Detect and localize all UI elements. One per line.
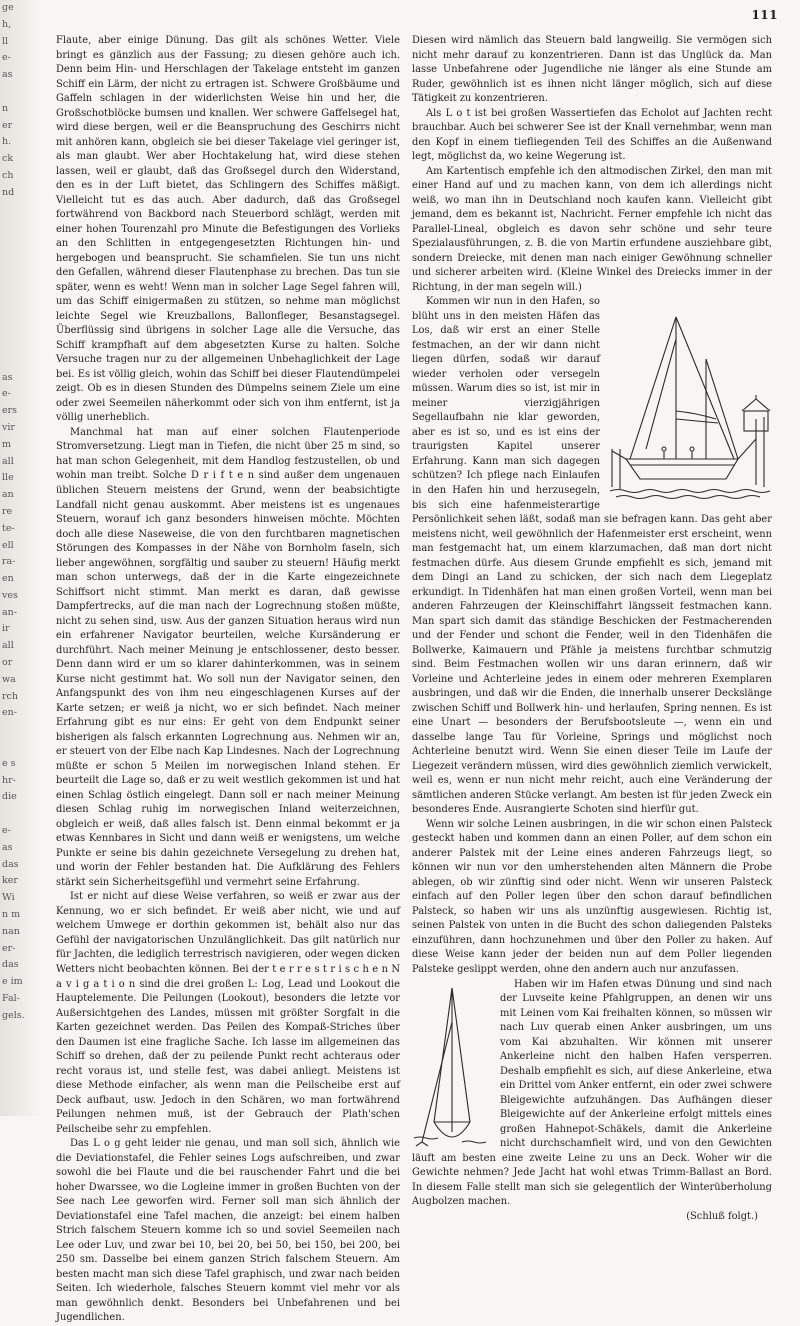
edge-text-fragment: e im <box>2 976 23 988</box>
edge-text-fragment: ir <box>2 623 10 635</box>
anchored-boat-illustration <box>412 982 492 1152</box>
edge-text-fragment <box>0 235 40 252</box>
edge-text-fragment <box>0 302 40 319</box>
paragraph: Das L o g geht leider nie genau, und man soll sich, ähnlich wie die Deviationstafel, die Fehler seines Logs aufschreiben, und zwar sowohl die bei Flaute und die bei rauschender Fahrt und die bei hoher Dwarssee, wo die Logleine immer in großen Buchten von der See nach Lee geworfen wird. Ferner soll man sich ähnlich der Deviationstafel eine Tafel machen, die anzeigt: bei einem halben Strich falschem Steuern komme ich so und soviel Seemeilen nach Lee oder Luv, und zwar bei 10, bei 20, bei 50, bei 150, bei 200, bei 250 sm. Dasselbe bei einem ganzen Strich falschem Steuern. Am besten macht man sich diese Tafel graphisch, und zwar nach beiden Seiten. Ich wiederhole, falsches Steuern kommt viel mehr vor als man gewöhnlich denkt. Besonders bei Unbefahrenen und bei Jugendlichen. <box>56 1138 400 1324</box>
paragraph: Wenn wir solche Leinen ausbringen, in die wir schon einen Palsteck gesteckt haben und kommen dann an einen Poller, auf dem schon ein anderer Palstek mit der Leine eines anderen Fahrzeugs liegt, so können wir nun vor den umherstehenden alten Männern die Probe ablegen, ob wir zünftig sind oder nicht. Wenn wir unseren Palsteck einfach auf den Poller legen über den schon darauf befindlichen Palsteck, so haben wir uns als unzünftig ausgewiesen. Richtig ist, seinen Palstek von unten in die Bucht des schon daliegenden Palsteks einzuführen, dann hochzunehmen und über den Poller zu haken. Auf diese Weise kann jeder der beiden nun auf dem Poller liegenden Palsteke geslippt werden, ohne den andern auch nur anzufassen. <box>412 818 772 975</box>
left-column <box>56 34 400 1326</box>
edge-text-fragment: n <box>2 102 9 114</box>
edge-text-fragment: e- <box>2 825 11 837</box>
previous-page-edge <box>0 0 40 1116</box>
edge-text-fragment: as <box>2 841 13 853</box>
edge-text-fragment: gels. <box>2 1009 25 1021</box>
edge-text-fragment: ge <box>2 2 14 13</box>
edge-text-fragment: vir <box>2 421 15 433</box>
edge-text-fragment: lle <box>2 472 14 484</box>
paragraph: Als L o t ist bei großen Wassertiefen das Echolot auf Jachten recht brauchbar. Auch bei schwerer See ist der Knall vernehmbar, wenn man den Kopf in einem tiefliegenden Teil des Schiffes an die Außenwand legt, möglichst da, wo keine Wegerung ist. <box>412 107 772 163</box>
edge-text-fragment: er- <box>2 942 16 954</box>
edge-text-fragment: h. <box>2 136 12 148</box>
edge-text-fragment: das <box>2 959 19 971</box>
edge-text-fragment: wa <box>2 673 16 685</box>
edge-text-fragment: das <box>2 858 19 870</box>
edge-text-fragment: en- <box>2 707 17 719</box>
edge-text-fragment <box>0 218 40 235</box>
edge-text-fragment: ker <box>2 875 18 887</box>
edge-text-fragment <box>0 353 40 370</box>
edge-text-fragment: ra- <box>2 556 16 568</box>
edge-text-fragment: nan <box>2 925 20 937</box>
page-number: 111 <box>751 8 778 22</box>
edge-text-fragment: ck <box>2 153 14 165</box>
paragraph: Flaute, aber einige Dünung. Das gilt als schönes Wetter. Viele bringt es gänzlich aus der Fassung; zu diesen gehöre auch ich. Denn beim Hin- und Herschlagen der Takelage entsteht im ganzen Schiff ein Lärm, der nicht zu ertragen ist. Schwere Großbäume und Gaffeln schlagen in der widerlichsten Weise hin und her, die Großschotblöcke bumsen und knallen. Wer schwere Gaffelsegel hat, wird diese bergen, weil er die Beanspruchung des Geschirrs nicht mit anhören kann, obgleich sie bei dieser Takelage viel geringer ist, als man glaubt. Wer aber Hochtakelung hat, wird diese stehen lassen, weil er glaubt, daß das Großsegel durch den Widerstand, den es in der Luft bietet, das Schlingern des Schiffes mäßigt. Vielleicht tut es das auch. Aber dadurch, daß das Großsegel fortwährend von Backbord nach Steuerbord schlägt, werden mit einer hohen Tourenzahl pro Minute die Befestigungen des Vorlieks an den Schlitten in entgegengesetzten Richtungen hin- und hergebogen und beansprucht. Sie schamfielen. Sie tun uns nicht den Gefallen, während dieser Flautenphase zu brechen. Das tun sie später, wenn es weht! Wenn man in solcher Lage Segel fahren will, um das Schiff einigermaßen zu stützen, so nehme man möglichst leichte Segel wie Kreuzballons, Ballonfleger, Besanstagsegel. Überflüssig sind übrigens in solcher Lage alle die Versuche, das Schiff krampfhaft auf dem abgesetzten Kurse zu halten. Solche Versuche tragen nur zu der allgemeinen Unbehaglichkeit der Lage bei. Es ist völlig gleich, wohin das Schiff bei dieser Flautendümpelei zeigt. Ob es in diesen Stunden des Dümpelns seinem Ziele um eine oder zwei Seemeilen näherkommt oder sich von ihm entfernt, ist ja völlig unerheblich. <box>56 35 400 424</box>
edge-text-fragment: ers <box>2 405 18 417</box>
edge-text-fragment <box>0 336 40 353</box>
edge-text-fragment: an <box>2 489 14 501</box>
edge-text-fragment: hr- <box>2 774 16 786</box>
edge-text-fragment: e s <box>2 757 16 769</box>
paragraph-text: Haben wir im Hafen etwas Dünung und sind nach der Luvseite keine Pfahlgruppen, an denen wir uns mit Leinen vom Kai freihalten können, so müssen wir nach Luv querab einen Anker ausbringen, um uns vom Kai abzuhalten. Wir können mit unserer Ankerleine nicht den halben Hafen versperren. Deshalb empfiehlt es sich, auf diese Ankerleine, etwa ein Drittel vom Anker entfernt, ein oder zwei schwere Bleigewichte aufzuhängen. Das Aufhängen dieser Bleigewichte auf der Ankerleine erfolgt mittels eines großen Hahnepot-Schäkels, damit die Ankerleine nicht durchschamfielt wird, und von den Gewichten läuft am besten eine zweite Leine zu uns an Deck. Woher wir die Gewichte nehmen? Jede Jacht hat wohl etwas Trimm-Ballast an Bord. In diesem Falle stellt man sich sie gelegentlich der Winterüberholung Augbolzen machen. <box>412 978 772 1208</box>
edge-text-fragment: Fal- <box>2 993 20 1005</box>
edge-text-fragment: e- <box>2 52 11 64</box>
edge-text-fragment: te- <box>2 522 15 534</box>
paragraph-with-boat-illustration <box>412 978 772 1210</box>
edge-text-fragment: re <box>2 505 13 517</box>
continued-note: (Schluß folgt.) <box>686 1210 758 1222</box>
harbor-illustration <box>606 299 772 505</box>
paragraph: Diesen wird nämlich das Steuern bald langweilig. Sie vermögen sich nicht mehr darauf zu konzentrieren. Dann ist das Unglück da. Man lasse Unbefahrene oder Jugendliche nie länger als eine Stunde am Ruder, gewöhnlich ist es ihnen nicht länger möglich, sich auf diese Tätigkeit zu konzentrieren. <box>412 35 772 105</box>
edge-text-fragment: as <box>2 69 13 81</box>
edge-text-fragment: ell <box>2 539 14 551</box>
edge-text-fragment: die <box>2 791 17 803</box>
edge-text-fragment: ll <box>2 35 9 47</box>
edge-text-fragment <box>0 269 40 286</box>
edge-text-fragment: Wi <box>2 892 15 904</box>
paragraph: Am Kartentisch empfehle ich den altmodischen Zirkel, den man mit einer Hand auf und zu machen kann, von dem ich allerdings nicht weiß, wo man ihn in Deutschland noch kaufen kann. Vielleicht gibt jemand, dem es bekannt ist, Nachricht. Ferner empfehle ich nicht das Parallel-Lineal, obgleich es davon sehr schöne und sehr teure Spezialausführungen, z. B. die von Martin erfundene ausziehbare gibt, sondern Dreiecke, mit denen man nach einiger Gewöhnung schneller und sicherer arbeiten wird. (Kleine Winkel des Dreiecks immer in der Richtung, in der man segeln will.) <box>412 165 772 293</box>
edge-text-fragment <box>0 286 40 303</box>
edge-text-fragment <box>0 722 40 739</box>
edge-text-fragment <box>0 806 40 823</box>
edge-text-fragment: rch <box>2 690 18 702</box>
paragraph: Ist er nicht auf diese Weise verfahren, so weiß er zwar aus der Kennung, wo er sich befindet. Er weiß aber nicht, wie und auf welchem Umwege er dorthin gekommen ist, behält also nur das Gefühl der navigatorischen Unzulänglichkeit. Das gilt natürlich nur für Jachten, die lediglich terrestrisch navigieren, oder wegen dicken Wetters nicht beobachten können. Bei der t e r r e s t r i s c h e n N a v i g a t i o n sind die drei großen L: Log, Lead und Lookout die Hauptelemente. Die Peilungen (Lookout), besonders die letzte vor Außersichtgehen des Landes, müssen mit größter Sorgfalt in die Karten gezeichnet werden. Das Peilen des Kompaß-Striches über den Daumen ist eine fragliche Sache. Ich lasse im allgemeinen das Schiff so drehen, daß der zu peilende Punkt recht achteraus oder recht voraus ist, und stelle fest, was dabei anliegt. Meistens ist diese Methode einfacher, als wenn man die Peilscheibe erst auf Deck aufbaut, usw. Jedoch in den Schären, wo man fortwährend Peilungen nehmen muß, ist der Gebrauch der Plath'schen Peilscheibe sehr zu empfehlen. <box>56 891 400 1135</box>
edge-text-fragment: ch <box>2 169 14 181</box>
edge-text-fragment <box>0 84 40 101</box>
edge-text-fragment: er <box>2 119 13 131</box>
right-column <box>412 34 772 1224</box>
paragraph-text: Kommen wir nun in den Hafen, so blüht uns in den meisten Häfen das Los, daß wir erst an einer Stelle festmachen, an der wir dann nicht liegen dürfen, sodaß wir darauf wieder verholen oder versegeln müssen. Warum dies so ist, ist mir in meiner vierzigjährigen Segellaufbahn nie klar geworden, aber es ist so, und es ist eins der traurigsten Kapitel unserer Erfahrung. Kann man sich dagegen schützen? Ich pflege nach Einlaufen in den Hafen hin und herzusegeln, bis sich eine hafenmeisterartige Persönlichkeit sehen läßt, sodaß man sie befragen kann. Das geht aber meistens nicht, weil gewöhnlich der Hafenmeister erst erscheint, wenn man festgemacht hat, um einem klarzumachen, daß man dort nicht festmachen dürfe. Aus diesem Grunde empfiehlt es sich, jemand mit dem Dingi an Land zu schicken, der sich nach dem Liegeplatz erkundigt. In Tidenhäfen hat man einen großen Vorteil, wenn man bei anderen Fahrzeugen der Kleinschiffahrt längsseit festmachen kann. Man spart sich damit das ständige Beschicken der Festmacherenden und der Fender und schont die Fender, weil in den Tidenhäfen die Bollwerke, Kaimauern und Pfähle ja meistens furchtbar schmutzig sind. Beim Festmachen wollen wir uns daran erinnern, daß wir Vorleine und Achterleine jedes in einem oder mehreren Exemplaren ausbringen, und daß wir die Enden, die innerhalb unserer Deckslänge zwischen Schiff und Bollwerk hin- und herlaufen, Spring nennen. Es ist eine Unart — besonders der Berufsbootsleute —, wenn ein und dasselbe lange Tau für Vorleine, Springs und möglichst noch Achterleine benutzt wird. Wenn Sie einen dieser Teile im Laufe der Liegezeit verändern müssen, wird dies gewöhnlich ziemlich verwickelt, weil es, wenn er nun nicht mehr reicht, auch eine Veränderung der sämtlichen anderen Stücke verlangt. Am besten ist für jeden Zweck ein besonderes Ende. Ausrangierte Schoten sind hierfür gut. <box>412 296 772 816</box>
edge-text-fragment <box>0 202 40 219</box>
paragraph: Manchmal hat man auf einer solchen Flautenperiode Stromversetzung. Liegt man in Tiefen, die nicht über 25 m sind, so hat man schon Gelegenheit, mit dem Handlog festzustellen, ob und wohin man treibt. Solche D r i f t e n sind außer dem ungenauen üblichen Steuern meistens der Grund, wenn der beabsichtigte Landfall nicht genau auskommt. Aber meistens ist es ungenaues Steuern, worauf ich ganz besonders hinweisen möchte. Möchten doch alle diese Naseweise, die von den furchtbaren magnetischen Störungen des Kompasses in der Nähe von Bornholm faseln, sich lieber angewöhnen, sorgfältig und sauber zu steuern! Häufig merkt man schon unterwegs, daß der in die Karte eingezeichnete Schiffsort nicht stimmt. Man merkt es daran, daß gewisse Dampfertrecks, auf die man nach der Logrechnung stoßen müßte, nicht zu sehen sind, usw. Aus der ganzen Situation heraus wird nun ein erfahrener Navigator beurteilen, welche Kursänderung er durchführt. Nach meiner Meinung je entschlossener, desto besser. Denn dann wird er um so klarer dahinterkommen, was in seinem Kurse nicht gestimmt hat. Wo soll nun der Navigator seinen, den Anfangspunkt des von ihm neu eingeschlagenen Kurses auf der Karte setzen; er weiß ja nicht, wo er sich befindet. Nach meiner Erfahrung gibt es nur eins: Er geht von dem Endpunkt seiner bisherigen als falsch erkannten Logrechnung aus. Nehmen wir an, er steuert von der Elbe nach Kap Lindesnes. Nach der Logrechnung müßte er schon 5 Meilen im norwegischen Inland stehen. Er beurteilt die Lage so, daß er zu weit westlich gekommen ist und hat einen Schlag östlich eingelegt. Dann soll er nach meiner Meinung diesen Schlag ruhig im norwegischen Inland weiterzeichnen, obgleich er weiß, daß alles falsch ist. Denn einmal bekommt er ja etwas Kennbares in Sicht und dann weiß er wenigstens, um welche Punkte er seine bis dahin gezeichnete Versegelung zu drehen hat, und worin der Fehler bestanden hat. Die Aufklärung des Fehlers stärkt sein Sicherheitsgefühl und vermehrt seine Erfahrung. <box>56 426 400 888</box>
edge-text-fragment: ves <box>2 589 18 601</box>
edge-text-fragment <box>0 319 40 336</box>
edge-text-fragment <box>0 739 40 756</box>
edge-text-fragment: an- <box>2 606 17 618</box>
edge-text-fragment: as <box>2 371 13 383</box>
edge-text-fragment: or <box>2 657 13 669</box>
edge-text-fragment: en <box>2 573 14 585</box>
edge-text-fragment: nd <box>2 186 15 198</box>
paragraph-with-harbor-illustration <box>412 295 772 818</box>
edge-text-fragment: n m <box>2 909 21 921</box>
edge-text-fragment: e- <box>2 388 11 400</box>
edge-text-fragment <box>0 252 40 269</box>
edge-text-fragment: all <box>2 455 14 467</box>
edge-text-fragment: m <box>2 438 12 450</box>
edge-text-fragment: h, <box>2 18 12 30</box>
edge-text-fragment: all <box>2 640 14 652</box>
